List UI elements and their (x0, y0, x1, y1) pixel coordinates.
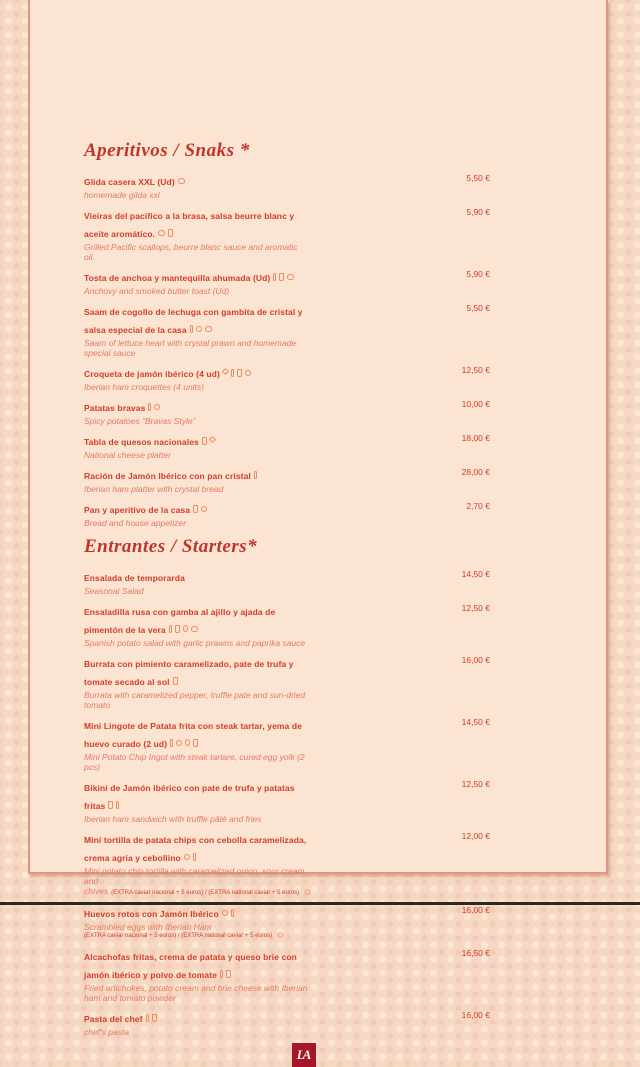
item-name: Mini tortilla de patata chips con cebolla caramelizada, crema agria y cebollino (84, 835, 307, 863)
fish-icon (193, 853, 196, 861)
item-text (84, 568, 308, 596)
item-icons (170, 672, 178, 689)
item-text (84, 654, 308, 710)
item-description: Iberian ham sandwich with truffle pâté and fries (84, 814, 262, 824)
item-icons (143, 1009, 157, 1026)
item-price: 5,50 € (466, 173, 490, 183)
item-name-line (84, 398, 308, 416)
item-description: chef's pasta (84, 1027, 130, 1037)
menu-section (84, 140, 490, 528)
item-name: Huevos rotos con Jamón Ibérico (84, 909, 219, 919)
shell-icon (191, 626, 198, 632)
item-extra: (EXTRA caviar nacional + 5 euros) / (EXTRA national caviar + 5 euros) (84, 932, 308, 941)
item-name: Tabla de quesos nacionales (84, 437, 199, 447)
item-name-line (84, 947, 308, 983)
item-price: 12,50 € (461, 779, 490, 789)
shell-icon (205, 326, 212, 332)
item-description-line (84, 1027, 308, 1037)
fish-icon (254, 471, 257, 479)
fish-icon (231, 369, 234, 377)
menu-item (84, 500, 490, 528)
fish-icon (231, 909, 234, 917)
item-price: 16,00 € (461, 1010, 490, 1020)
item-text (84, 364, 308, 392)
item-name-line (84, 830, 308, 866)
item-name: Bikini de Jamón ibérico con pate de trufa y patatas fritas (84, 783, 295, 811)
crustacean-icon (184, 854, 190, 860)
item-description-line (84, 752, 308, 772)
menu-card (28, 0, 608, 1062)
item-name-line (84, 654, 308, 690)
item-description-line (84, 983, 308, 1003)
item-description-line (84, 586, 308, 596)
menu-item (84, 904, 490, 941)
item-text (84, 778, 308, 824)
menu-item (84, 654, 490, 710)
item-name-line (84, 172, 308, 190)
menu-item (84, 302, 490, 358)
item-icons (145, 398, 160, 415)
item-text (84, 830, 308, 898)
item-icons (219, 904, 234, 921)
item-text (84, 947, 308, 1003)
item-description: homemade gilda xxl (84, 190, 160, 200)
item-price: 5,90 € (466, 207, 490, 217)
fish-icon (190, 325, 193, 333)
gluten-icon (209, 436, 216, 443)
item-description-line (84, 484, 308, 494)
restaurant-logo-text: LA (296, 1047, 310, 1062)
item-description: Anchovy and smoked butter toast (Ud) (84, 286, 230, 296)
item-name: Patatas bravas (84, 403, 146, 413)
restaurant-logo (292, 1043, 316, 1067)
milk-icon (202, 437, 207, 445)
item-description-line (84, 922, 308, 941)
item-name: Tosta de anchoa y mantequilla ahumada (Ud) (84, 273, 271, 283)
milk-icon (108, 801, 113, 809)
item-icons (217, 965, 231, 982)
menu-item (84, 268, 490, 296)
crustacean-icon (222, 910, 228, 916)
item-name-line (84, 364, 308, 382)
item-description: Scrambled eggs with Iberian Ham (84, 922, 212, 932)
item-description: Burrata with caramelized pepper, truffle pate and sun-dried tomato (84, 690, 306, 710)
item-description-line (84, 416, 308, 426)
item-description: Fried artichokes, potato cream and brie cheese with Iberian ham and tomato powder (84, 983, 308, 1003)
item-extra: (EXTRA caviar nacional + 5 euros) / (EXTRA national caviar + 5 euros) (111, 890, 311, 896)
shell-icon (305, 890, 311, 895)
egg-icon (183, 625, 188, 632)
shell-icon (277, 933, 283, 938)
item-description-line (84, 814, 308, 824)
gluten-icon (222, 368, 229, 375)
item-name-line (84, 500, 308, 518)
item-name-line (84, 302, 308, 338)
item-description: Grilled Pacific scallops, beurre blanc sauce and aromatic oil. (84, 242, 298, 262)
menu-item (84, 830, 490, 898)
item-name-line (84, 268, 308, 286)
crustacean-icon (176, 740, 182, 746)
fish-icon (273, 273, 276, 281)
milk-icon (168, 229, 173, 237)
item-description: Saam of lettuce heart with crystal prawn and homemade special sauce (84, 338, 297, 358)
item-price: 12,00 € (461, 831, 490, 841)
item-icons (199, 432, 215, 449)
item-text (84, 206, 308, 262)
item-description-line (84, 690, 308, 710)
item-description-line (84, 518, 308, 528)
item-name: Alcachofas fritas, crema de patata y queso brie con jamón ibérico y polvo de tomate (84, 952, 297, 980)
crustacean-icon (154, 404, 160, 410)
menu-item (84, 172, 490, 200)
item-icons (155, 224, 173, 241)
item-text (84, 302, 308, 358)
item-text (84, 432, 308, 460)
item-icons (175, 172, 185, 189)
item-price: 16,00 € (461, 905, 490, 915)
item-text (84, 904, 308, 941)
menu-item (84, 1009, 490, 1037)
fish-icon (146, 1014, 149, 1022)
item-description-line (84, 638, 308, 648)
shell-icon (178, 178, 185, 184)
milk-icon (237, 369, 242, 377)
menu-item (84, 716, 490, 772)
item-price: 18,00 € (461, 433, 490, 443)
menu-item (84, 568, 490, 596)
milk-icon (279, 273, 284, 281)
item-price: 14,50 € (461, 569, 490, 579)
item-name-line (84, 716, 308, 752)
item-icons (251, 466, 257, 483)
menu-item (84, 466, 490, 494)
item-name-line (84, 778, 308, 814)
item-name-line (84, 904, 308, 922)
menu-item (84, 602, 490, 648)
item-name-line (84, 206, 308, 242)
milk-icon (152, 1014, 157, 1022)
crustacean-icon (201, 506, 207, 512)
item-icons (181, 848, 196, 865)
menu-item (84, 947, 490, 1003)
item-description: Iberian ham platter with crystal bread (84, 484, 224, 494)
fish-icon (116, 801, 119, 809)
shell-icon (158, 230, 165, 236)
crustacean-icon (196, 326, 202, 332)
item-description: Spanish potato salad with garlic prawns and paprika sauce (84, 638, 306, 648)
item-icons (270, 268, 294, 285)
egg-icon (185, 739, 190, 746)
section-title: Entrantes / Starters* (84, 536, 258, 557)
item-icons (166, 620, 198, 637)
menu-item (84, 778, 490, 824)
item-description-line (84, 866, 308, 898)
item-price: 12,50 € (461, 603, 490, 613)
item-description-line (84, 190, 308, 200)
item-description-line (84, 286, 308, 296)
item-name: Glida casera XXL (Ud) (84, 177, 175, 187)
item-name-line (84, 602, 308, 638)
milk-icon (193, 739, 198, 747)
item-icons (187, 320, 212, 337)
item-icons (105, 796, 119, 813)
shell-icon (287, 274, 294, 280)
milk-icon (193, 505, 198, 513)
item-text (84, 466, 308, 494)
item-name: Mini Lingote de Patata frita con steak tartar, yema de huevo curado (2 ud) (84, 721, 302, 749)
item-name: Croqueta de jamón ibérico (4 ud) (84, 369, 220, 379)
item-name-line (84, 568, 308, 586)
section-items (84, 172, 490, 528)
item-text (84, 1009, 308, 1037)
crustacean-icon (245, 370, 251, 376)
item-name: Saam de cogollo de lechuga con gambita de cristal y salsa especial de la casa (84, 307, 303, 335)
item-description: Bread and house appetizer (84, 518, 187, 528)
item-price: 14,50 € (461, 717, 490, 727)
fish-icon (220, 970, 223, 978)
item-icons (167, 734, 198, 751)
item-description: Mini Potato Chip Ingot with steak tartare, cured egg yolk (2 pcs) (84, 752, 305, 772)
item-description-line (84, 338, 308, 358)
item-price: 2,70 € (466, 501, 490, 511)
milk-icon (226, 970, 231, 978)
item-price: 5,50 € (466, 303, 490, 313)
milk-icon (175, 625, 180, 633)
item-name: Pan y aperitivo de la casa (84, 505, 191, 515)
fish-icon (170, 739, 173, 747)
item-name-line (84, 466, 308, 484)
item-price: 5,90 € (466, 269, 490, 279)
menu-item (84, 432, 490, 460)
item-description-line (84, 382, 308, 392)
milk-icon (173, 677, 178, 685)
item-text (84, 268, 308, 296)
item-text (84, 172, 308, 200)
item-price: 12,50 € (461, 365, 490, 375)
item-name: Ración de Jamón Ibérico con pan cristal (84, 471, 251, 481)
menu-content (30, 0, 606, 1067)
item-name: Vieiras del pacifico a la brasa, salsa beurre blanc y aceite aromático. (84, 211, 295, 239)
fish-icon (148, 403, 151, 411)
item-name: Ensaladilla rusa con gamba al ajillo y ajada de pimentón de la vera (84, 607, 276, 635)
menu-item (84, 398, 490, 426)
item-name: Burrata con pimiento caramelizado, pate de trufa y tomate secado al sol (84, 659, 294, 687)
item-name: Ensalada de temporarda (84, 573, 185, 583)
item-description: National cheese platter (84, 450, 171, 460)
section-items (84, 568, 490, 1037)
item-icons (220, 364, 251, 381)
item-text (84, 602, 308, 648)
item-icons (190, 500, 207, 517)
item-text (84, 500, 308, 528)
item-text (84, 716, 308, 772)
menu-section (84, 536, 490, 1037)
item-name-line (84, 1009, 308, 1027)
item-description: Spicy potatoes “Bravas Style” (84, 416, 196, 426)
item-price: 10,00 € (461, 399, 490, 409)
menu-item (84, 206, 490, 262)
item-description: Iberian ham croquettes (4 units) (84, 382, 205, 392)
section-title: Aperitivos / Snaks * (84, 140, 250, 161)
item-description: Seasonal Salad (84, 586, 144, 596)
item-text (84, 398, 308, 426)
item-name-line (84, 432, 308, 450)
item-description: Mini potato chip tortilla with caramelized onion, sour cream and chives (84, 866, 305, 896)
fish-icon (169, 625, 172, 633)
item-description-line (84, 242, 308, 262)
item-name: Pasta del chef (84, 1014, 143, 1024)
item-price: 28,00 € (461, 467, 490, 477)
item-price: 16,00 € (461, 655, 490, 665)
item-price: 16,50 € (461, 948, 490, 958)
menu-item (84, 364, 490, 392)
item-description-line (84, 450, 308, 460)
